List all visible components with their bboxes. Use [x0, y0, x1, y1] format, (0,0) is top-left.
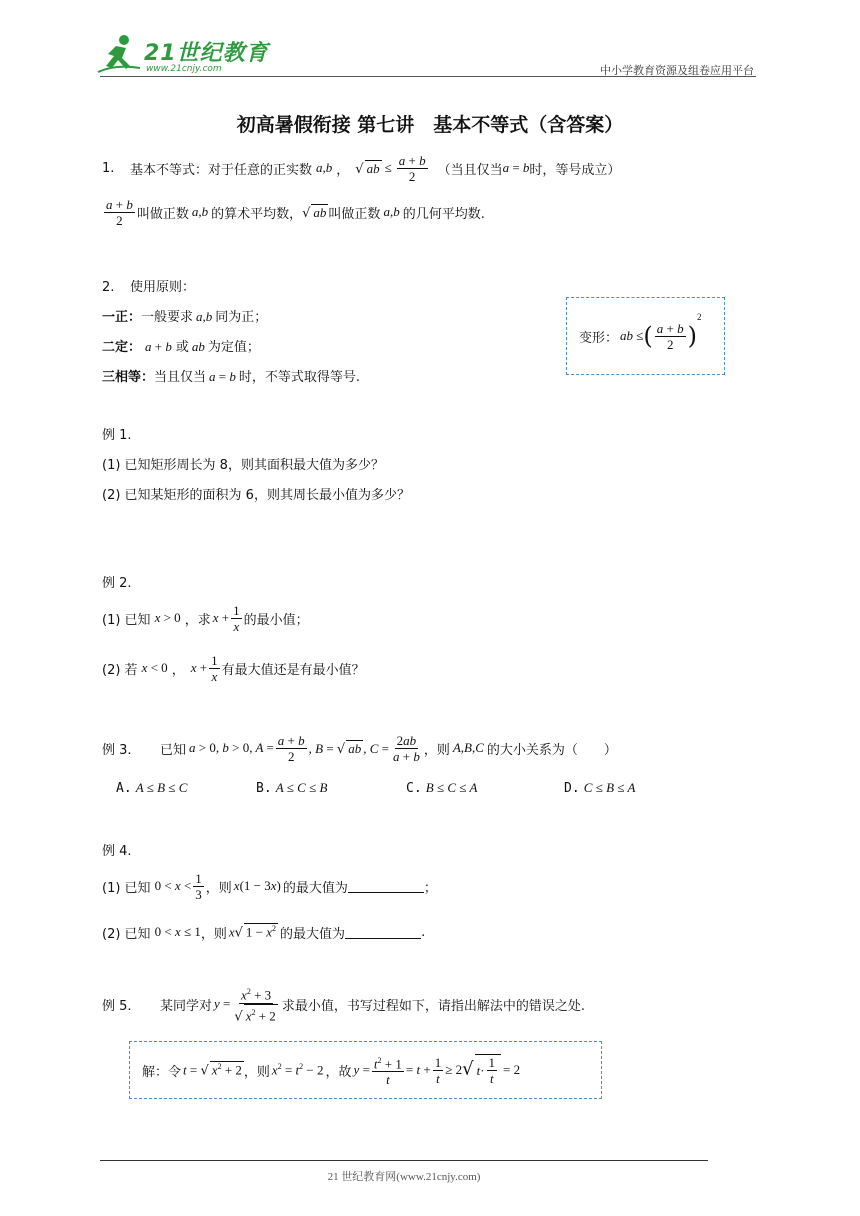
header-right-text: 中小学教育资源及组卷应用平台 [600, 64, 754, 77]
page-title: 初高暑假衔接 第七讲 基本不等式（含答案） [236, 114, 624, 136]
solution-box: 解：令 t = √ $x^2 + 2$ ，则 $x^2 = t^2 - 2$ ，故 y = $\frac{t^2 + 1}{t}$ = t + $\frac{1}{t}$ ≥ 2 √ t · $\frac{1}{t}$ = 2 [129, 1041, 602, 1099]
example-4-label: 例 4. [102, 844, 132, 859]
example-4-q1: (1) 已知 0 < x < $\frac{1}{3}$ ，则 x(1 − 3x) 的最大值为 ； [102, 870, 437, 902]
example-3-option-d: D. C ≤ B ≤ A [564, 780, 636, 796]
section-1-line-1: 1. 基本不等式：对于任意的正实数 a,b ， √ ab ≤ $\frac{a + b}{2}$ （当且仅当 a = b 时，等号成立） [102, 152, 621, 184]
example-5: 例 5. 某同学对 y = $\frac{x^2 + 3}{√ x^2 + 2}$ 求最小值，书写过程如下，请指出解法中的错误之处. [102, 982, 585, 1026]
header-rule [100, 76, 756, 77]
logo-text: 21世纪教育 [144, 41, 269, 66]
example-3-option-a: A. A ≤ B ≤ C [116, 780, 188, 796]
variant-box: 变形： ab ≤ ( $\frac{a + b}{2}$ ) 2 [566, 297, 725, 375]
logo-runner-icon [96, 34, 142, 74]
example-4-q1-blank [348, 880, 424, 893]
header [96, 30, 756, 78]
rule-2: 二定： a + b 或 ab 为定值； [102, 339, 260, 355]
example-1-label: 例 1. [102, 428, 132, 443]
example-4-q2-blank [345, 926, 421, 939]
section-2-heading: 2. 使用原则： [102, 280, 196, 295]
example-3-option-b: B. A ≤ C ≤ B [256, 780, 328, 796]
example-1-q1: (1) 已知矩形周长为 8，则其面积最大值为多少？ [102, 458, 384, 473]
rule-1: 一正：一般要求 a,b 同为正； [102, 309, 268, 325]
example-2-q2: (2) 若 x < 0 ， x + $\frac{1}{x}$ 有最大值还是有最小值？ [102, 652, 365, 684]
example-2-q1: (1) 已知 x > 0 ，求 x + $\frac{1}{x}$ 的最小值； [102, 602, 309, 634]
footer-text: 21 世纪教育网(www.21cnjy.com) [327, 1171, 481, 1183]
example-1-q2: (2) 已知某矩形的面积为 6，则其周长最小值为多少？ [102, 488, 410, 503]
example-4-q2: (2) 已知 0 < x ≤ 1 ，则 x√ $1 - x^2$ 的最大值为 . [102, 924, 426, 942]
footer-rule [100, 1160, 708, 1161]
example-2-label: 例 2. [102, 576, 132, 591]
example-3: 例 3. 已知 a > 0, b > 0, A = $\frac{a + b}{2}$ , B = √ ab , C = $\frac{2ab}{a + b}$ ，则 A,B,C 的大小关系为（ ） [102, 732, 617, 764]
section-1-line-2: $\frac{a + b}{2}$ 叫做正数 a,b 的算术平均数， √ ab 叫做正数 a,b 的几何平均数. [106, 196, 485, 228]
logo-url: www.21cnjy.com [146, 64, 222, 74]
example-3-option-c: C. B ≤ C ≤ A [406, 780, 478, 796]
rule-3: 三相等：当且仅当 a = b 时，不等式取得等号. [102, 369, 361, 385]
